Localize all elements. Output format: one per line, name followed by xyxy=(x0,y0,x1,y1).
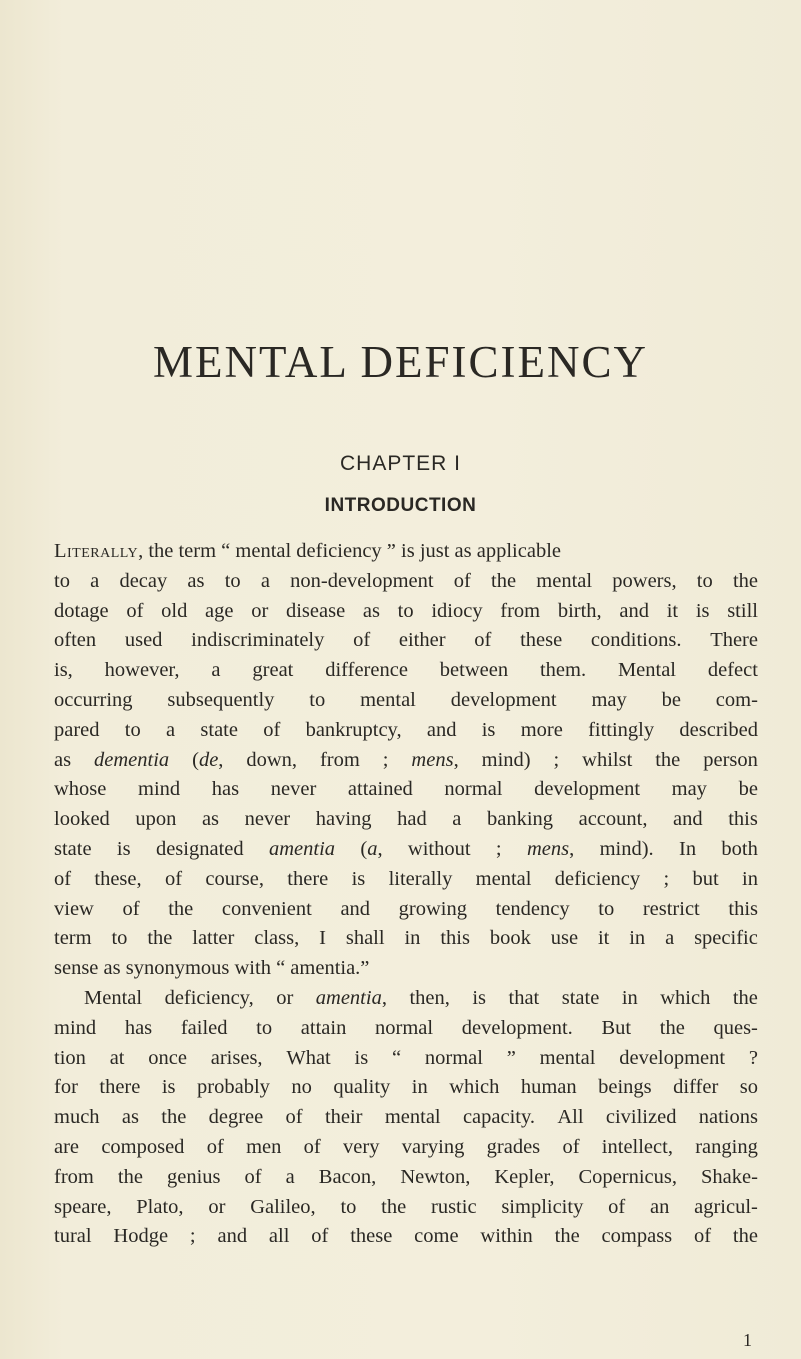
word: rustic xyxy=(431,1195,477,1218)
text-line xyxy=(54,1014,758,1044)
word: very xyxy=(343,1135,380,1158)
word: in xyxy=(629,927,646,950)
word: there xyxy=(287,867,329,890)
word: normal xyxy=(375,1016,434,1039)
word: the xyxy=(732,1225,758,1248)
word: and xyxy=(619,599,649,622)
word: Bacon, xyxy=(318,1165,377,1188)
word: to xyxy=(111,927,128,950)
word: to xyxy=(598,897,615,920)
word: normal xyxy=(424,1046,483,1069)
word: in xyxy=(411,1076,428,1099)
word: great xyxy=(252,659,294,682)
word: a xyxy=(211,659,221,682)
text-line xyxy=(54,1193,758,1223)
text-line xyxy=(54,924,758,954)
word: described xyxy=(679,718,758,741)
word: had xyxy=(397,808,427,831)
word: whilst xyxy=(582,748,633,771)
word: their xyxy=(324,1106,363,1129)
word: these xyxy=(350,1225,393,1248)
word: the xyxy=(168,897,194,920)
word: men xyxy=(246,1135,282,1158)
word: the xyxy=(659,1016,685,1039)
word: often xyxy=(54,629,97,652)
word: and xyxy=(673,808,703,831)
word: may xyxy=(591,688,627,711)
word: the xyxy=(491,569,517,592)
word: or xyxy=(251,599,269,622)
text-line xyxy=(54,746,758,776)
word: varying xyxy=(401,1135,465,1158)
word: it xyxy=(666,599,679,622)
word: be xyxy=(661,688,681,711)
word: of xyxy=(353,629,371,652)
word: whose xyxy=(54,778,107,801)
word: is xyxy=(472,986,487,1009)
word: use xyxy=(550,927,579,950)
word: ranging xyxy=(695,1135,758,1158)
word: fittingly xyxy=(588,718,655,741)
text-line xyxy=(54,895,758,925)
word: mind) xyxy=(481,748,531,771)
word: or xyxy=(276,986,294,1009)
text-line xyxy=(54,1044,758,1074)
word: the xyxy=(732,569,758,592)
word: mental xyxy=(360,688,416,711)
word: state xyxy=(200,718,238,741)
word: down, xyxy=(246,748,298,771)
word: to xyxy=(397,599,414,622)
word: a xyxy=(452,808,462,831)
lead-in-small-caps: Literally xyxy=(54,540,139,562)
word: of xyxy=(311,1225,329,1248)
word: attained xyxy=(347,778,413,801)
text-line xyxy=(54,805,758,835)
word: mental xyxy=(384,1106,441,1129)
word: to xyxy=(224,569,241,592)
word: All xyxy=(557,1106,584,1129)
word: of xyxy=(303,1135,321,1158)
word: course, xyxy=(205,867,264,890)
word: genius xyxy=(166,1165,221,1188)
word: of xyxy=(54,867,72,890)
word: a xyxy=(665,927,675,950)
word: come xyxy=(414,1225,459,1248)
word: In xyxy=(679,837,697,860)
word: Galileo, xyxy=(250,1195,316,1218)
word: which xyxy=(660,986,711,1009)
word: mind xyxy=(138,778,181,801)
word: has xyxy=(211,778,240,801)
word: an xyxy=(649,1195,670,1218)
word: Kepler, xyxy=(494,1165,555,1188)
word: arises, xyxy=(210,1046,263,1069)
word: view xyxy=(54,897,94,920)
word: mind xyxy=(54,1016,97,1039)
word: ; xyxy=(553,748,560,771)
word: tendency xyxy=(495,897,570,920)
text-line xyxy=(54,1222,758,1252)
word: of xyxy=(126,599,144,622)
word: this xyxy=(728,808,758,831)
word: tion xyxy=(54,1046,86,1069)
word: be xyxy=(738,778,758,801)
word: convenient xyxy=(221,897,312,920)
word: (a, xyxy=(360,837,383,860)
text-line xyxy=(54,1163,758,1193)
word: of xyxy=(285,1106,303,1129)
word: development. xyxy=(461,1016,573,1039)
word: is xyxy=(481,718,496,741)
text-line xyxy=(54,567,758,597)
word: nations xyxy=(698,1106,758,1129)
word: is xyxy=(695,599,710,622)
word: specific xyxy=(694,927,758,950)
word: bankruptcy, xyxy=(305,718,402,741)
word: What xyxy=(286,1046,331,1069)
word: is xyxy=(116,837,131,860)
word: quality xyxy=(333,1076,391,1099)
text-line xyxy=(54,597,758,627)
text-line xyxy=(54,1133,758,1163)
word: then, xyxy=(409,986,450,1009)
word: that xyxy=(508,986,540,1009)
word: simplicity xyxy=(501,1195,584,1218)
body-text xyxy=(54,537,758,1252)
word: between xyxy=(439,659,509,682)
word: growing xyxy=(398,897,467,920)
word: person xyxy=(703,748,758,771)
word: in xyxy=(742,867,758,890)
word: are xyxy=(54,1135,80,1158)
word: human xyxy=(520,1076,577,1099)
word: state xyxy=(561,986,600,1009)
word: ; xyxy=(382,748,389,771)
word: normal xyxy=(444,778,503,801)
word: these xyxy=(520,629,563,652)
word: of xyxy=(122,897,140,920)
word: agricul- xyxy=(694,1195,758,1218)
word: idiocy xyxy=(431,599,483,622)
word: of xyxy=(453,569,471,592)
word: class, xyxy=(254,927,300,950)
chapter-number: CHAPTER I xyxy=(339,452,461,475)
word: a xyxy=(285,1165,295,1188)
word: to xyxy=(309,688,326,711)
word: it xyxy=(597,927,610,950)
word: non-development xyxy=(290,569,434,592)
text-line xyxy=(54,1073,758,1103)
word: to xyxy=(340,1195,357,1218)
word: degree xyxy=(208,1106,264,1129)
word: Copernicus, xyxy=(578,1165,677,1188)
word: ” xyxy=(506,1046,516,1069)
word: Mental xyxy=(617,659,677,682)
word: mens, xyxy=(411,748,459,771)
word: for xyxy=(54,1076,78,1099)
word: within xyxy=(480,1225,533,1248)
chapter-title: INTRODUCTION xyxy=(324,495,477,516)
word: state xyxy=(54,837,92,860)
word: a xyxy=(260,569,270,592)
line-text xyxy=(84,984,758,1014)
word: account, xyxy=(578,808,648,831)
word: deficiency, xyxy=(164,986,254,1009)
word: Mental xyxy=(84,986,143,1009)
word: from xyxy=(54,1165,94,1188)
word: ; xyxy=(189,1225,196,1248)
word: much xyxy=(54,1106,100,1129)
word: of xyxy=(263,718,281,741)
word: the xyxy=(554,1225,580,1248)
text-line xyxy=(54,656,758,686)
word: restrict xyxy=(642,897,700,920)
word: development xyxy=(619,1046,726,1069)
word: disease xyxy=(285,599,346,622)
word: intellect, xyxy=(601,1135,673,1158)
word: this xyxy=(440,927,470,950)
word: is xyxy=(161,1076,176,1099)
word: or xyxy=(208,1195,226,1218)
word: mental xyxy=(539,1046,596,1069)
word: speare, xyxy=(54,1195,112,1218)
word: I xyxy=(319,927,326,950)
word: of xyxy=(562,1135,580,1158)
word: in xyxy=(621,986,638,1009)
word: to xyxy=(256,1016,273,1039)
word: birth, xyxy=(557,599,602,622)
word: is xyxy=(351,867,366,890)
word: mens, xyxy=(526,837,575,860)
word: of xyxy=(474,629,492,652)
word: shall xyxy=(345,927,385,950)
word: dotage xyxy=(54,599,109,622)
word: the xyxy=(732,986,758,1009)
word: mind). xyxy=(599,837,654,860)
word: of xyxy=(694,1225,712,1248)
word: mental xyxy=(536,569,593,592)
word: which xyxy=(449,1076,500,1099)
text-line: sense as synonymous with “ amentia.” xyxy=(54,957,370,980)
word: is xyxy=(354,1046,369,1069)
text-line xyxy=(54,835,758,865)
word: upon xyxy=(135,808,177,831)
word: from xyxy=(319,748,360,771)
word: pared xyxy=(54,718,100,741)
word: of xyxy=(206,1135,224,1158)
word: Newton, xyxy=(400,1165,471,1188)
word: defect xyxy=(707,659,758,682)
word: these, xyxy=(94,867,142,890)
word: decay xyxy=(119,569,168,592)
text-line xyxy=(54,537,758,567)
word: a xyxy=(166,718,176,741)
word: failed xyxy=(180,1016,228,1039)
word: as xyxy=(54,748,72,771)
line-text: , the term “ mental deficiency ” is just as applicable xyxy=(138,540,561,562)
word: so xyxy=(739,1076,758,1099)
word: without xyxy=(407,837,471,860)
text-line xyxy=(54,626,758,656)
word: occurring xyxy=(54,688,133,711)
word: to xyxy=(54,569,70,592)
word: and xyxy=(340,897,371,920)
word: ? xyxy=(748,1046,758,1069)
book-title: MENTAL DEFICIENCY xyxy=(153,337,648,387)
word: them. xyxy=(539,659,587,682)
word: a xyxy=(90,569,100,592)
word: term xyxy=(54,927,92,950)
word: there xyxy=(99,1076,141,1099)
word: the xyxy=(161,1106,187,1129)
text-line xyxy=(54,716,758,746)
word: and xyxy=(426,718,457,741)
word: difference xyxy=(325,659,408,682)
word: once xyxy=(148,1046,187,1069)
word: capacity. xyxy=(462,1106,536,1129)
word: compass xyxy=(601,1225,673,1248)
word: this xyxy=(728,897,758,920)
word: civilized xyxy=(605,1106,677,1129)
word: com- xyxy=(715,688,758,711)
word: of xyxy=(164,867,183,890)
word: never xyxy=(270,778,317,801)
word: development xyxy=(450,688,557,711)
word: looked xyxy=(54,808,110,831)
word: designated xyxy=(155,837,244,860)
word: Shake- xyxy=(701,1165,758,1188)
word: and xyxy=(217,1225,248,1248)
word: more xyxy=(520,718,563,741)
word: has xyxy=(124,1016,153,1039)
word: But xyxy=(601,1016,632,1039)
word: mental xyxy=(475,867,532,890)
word: used xyxy=(124,629,163,652)
text-line xyxy=(54,865,758,895)
word: attain xyxy=(300,1016,347,1039)
word: at xyxy=(109,1046,125,1069)
word: banking xyxy=(486,808,554,831)
word: Plato, xyxy=(136,1195,184,1218)
word: indiscriminately xyxy=(191,629,325,652)
word: ; xyxy=(663,867,670,890)
word: development xyxy=(534,778,641,801)
word: as xyxy=(201,808,220,831)
word: the xyxy=(147,927,173,950)
word: amentia xyxy=(268,837,336,860)
word: all xyxy=(268,1225,290,1248)
word: both xyxy=(721,837,758,860)
word: differ xyxy=(673,1076,719,1099)
word: the xyxy=(381,1195,407,1218)
word: (de, xyxy=(192,748,224,771)
word: but xyxy=(692,867,719,890)
word: dementia xyxy=(94,748,170,771)
word: There xyxy=(710,629,758,652)
word: literally xyxy=(388,867,453,890)
word: never xyxy=(244,808,291,831)
word: as xyxy=(362,599,380,622)
word: ques- xyxy=(713,1016,758,1039)
word: is, xyxy=(54,659,73,682)
word: may xyxy=(671,778,707,801)
text-line xyxy=(54,984,758,1014)
word: as xyxy=(187,569,205,592)
word: beings xyxy=(598,1076,652,1099)
word: grades xyxy=(486,1135,541,1158)
word: book xyxy=(489,927,531,950)
word: conditions. xyxy=(590,629,682,652)
word: tural xyxy=(54,1225,92,1248)
word: in xyxy=(404,927,421,950)
word: the xyxy=(655,748,681,771)
word: amentia, xyxy=(315,986,387,1009)
word: “ xyxy=(392,1046,402,1069)
word: having xyxy=(315,808,372,831)
word: deficiency xyxy=(554,867,641,890)
word: the xyxy=(117,1165,143,1188)
word: composed xyxy=(101,1135,185,1158)
word: as xyxy=(121,1106,139,1129)
word: however, xyxy=(104,659,180,682)
word: probably xyxy=(197,1076,270,1099)
word: to xyxy=(696,569,713,592)
word: ; xyxy=(495,837,502,860)
text-line xyxy=(54,686,758,716)
word: subsequently xyxy=(167,688,275,711)
word: powers, xyxy=(612,569,677,592)
word: latter xyxy=(192,927,235,950)
word: old xyxy=(161,599,188,622)
text-line xyxy=(54,1103,758,1133)
word: no xyxy=(291,1076,312,1099)
word: of xyxy=(244,1165,262,1188)
word: either xyxy=(398,629,446,652)
word: Hodge xyxy=(113,1225,169,1248)
word: age xyxy=(205,599,234,622)
word: of xyxy=(608,1195,626,1218)
text-line xyxy=(54,775,758,805)
word: from xyxy=(500,599,541,622)
word: to xyxy=(124,718,141,741)
word: still xyxy=(727,599,758,622)
page-number: 1 xyxy=(743,1330,752,1350)
